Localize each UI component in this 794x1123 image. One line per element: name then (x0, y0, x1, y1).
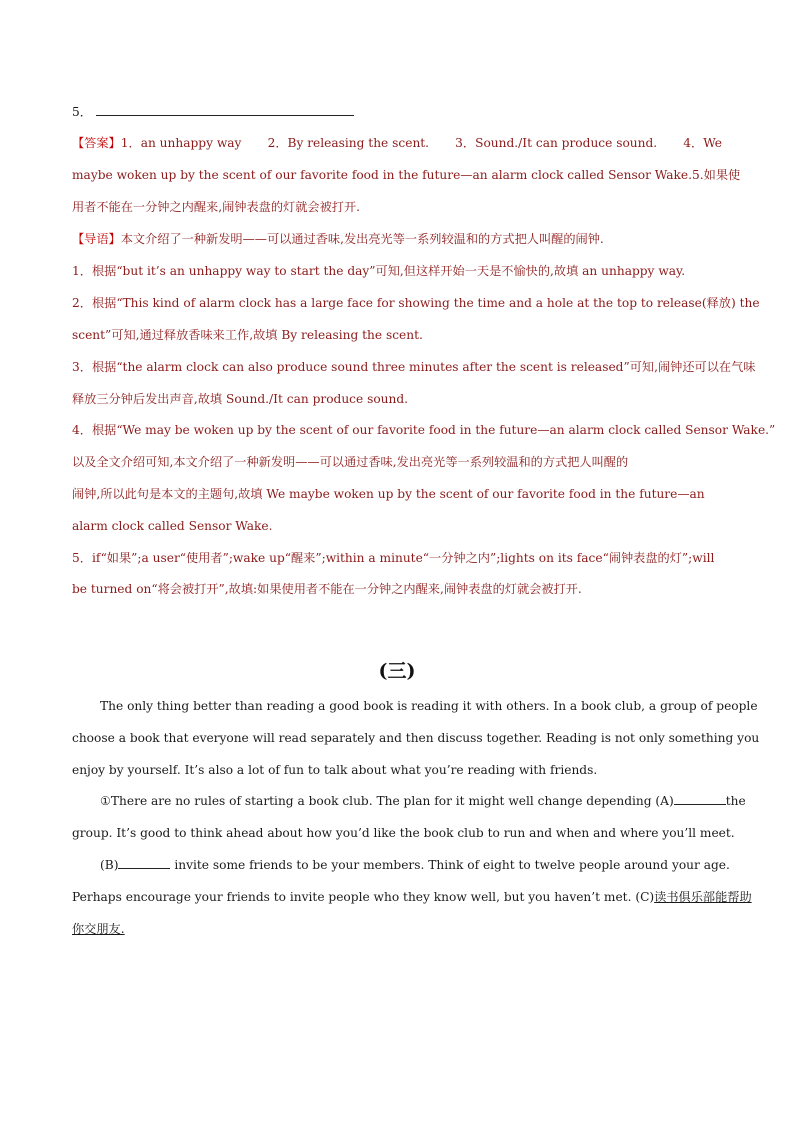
explanation-line: 释放三分钟后发出声音,故填 Sound./It can produce sound. (72, 392, 409, 406)
passage-text: (B) (100, 858, 119, 872)
guide-line (72, 231, 722, 247)
explanation-line: scent”可知,通过释放香味来工作,故填 By releasing the scent. (72, 328, 423, 342)
explanation-line: 2．根据“This kind of alarm clock has a large face for showing the time and a hole at the top to release(释放) the (72, 296, 760, 310)
blank-b[interactable] (118, 857, 170, 869)
passage-line-blank-a (100, 793, 746, 809)
explanation-line: 3．根据“the alarm clock can also produce sound three minutes after the scent is released”可知,闹钟还可以在气味 (72, 360, 756, 374)
explanation-line: 4．根据“We may be woken up by the scent of our favorite food in the future—an alarm clock called Sensor Wake.” (72, 423, 776, 437)
explanation-line: 5．if“如果”;a user“使用者”;wake up“醒来”;within a minute“一分钟之内”;lights on its face“闹钟表盘的灯”;will (72, 551, 715, 565)
passage-line-blank-b (100, 857, 730, 873)
blank-a[interactable] (674, 793, 726, 805)
explanation-line: 1．根据“but it’s an unhappy way to start the day”可知,但这样开始一天是不愉快的,故填 an unhappy way. (72, 264, 686, 278)
explanation-line: 闹钟,所以此句是本文的主题句,故填 We maybe woken up by the scent of our favorite food in the future—an (72, 487, 705, 501)
explanation-line: be turned on“将会被打开”,故填:如果使用者不能在一分钟之内醒来,闹钟表盘的灯就会被打开. (72, 582, 582, 596)
passage-text: Perhaps encourage your friends to invite people who they know well, but you haven’t met. (C) (72, 890, 655, 904)
answer-5-start: 5.如果使 (692, 168, 741, 182)
passage-line: group. It’s good to think ahead about how you’d like the book club to run and when and where you’ll meet. (72, 826, 735, 840)
answer-blank-5[interactable] (96, 103, 354, 116)
section-heading: (三) (378, 660, 416, 682)
passage-text: invite some friends to be your members. Think of eight to twelve people around your age. (174, 858, 730, 872)
passage-line: The only thing better than reading a good book is reading it with others. In a book club, a group of people (100, 699, 758, 713)
answer-4-rest: maybe woken up by the scent of our favorite food in the future—an alarm clock called Sensor Wake. (72, 168, 692, 182)
answer-4-start: 4．We (683, 136, 722, 150)
passage-text: the (725, 794, 746, 808)
question-5-label: 5． (72, 105, 92, 119)
passage-text: ①There are no rules of starting a book club. The plan for it might well change depending (A) (100, 794, 674, 808)
answer-line-3: 用者不能在一分钟之内醒来,闹钟表盘的灯就会被打开. (72, 200, 361, 214)
guide-text: 本文介绍了一种新发明——可以通过香味,发出亮光等一系列较温和的方式把人叫醒的闹钟. (120, 232, 604, 246)
guide-tag: 【导语】 (72, 232, 121, 246)
explanation-line: alarm clock called Sensor Wake. (72, 519, 273, 533)
passage-line: choose a book that everyone will read separately and then discuss together. Reading is not only something you (72, 731, 760, 745)
answer-1: 1．an unhappy way (120, 136, 242, 150)
underlined-sentence-c-end: 你交朋友. (72, 922, 125, 936)
answer-3: 3．Sound./It can produce sound. (455, 136, 658, 150)
passage-line: enjoy by yourself. It’s also a lot of fun to talk about what you’re reading with friends. (72, 763, 598, 777)
answer-line-1 (72, 135, 722, 151)
question-5 (72, 103, 722, 120)
passage-line-c-end (72, 921, 722, 937)
answer-2: 2．By releasing the scent. (267, 136, 430, 150)
passage-line-c (72, 889, 752, 905)
answer-line-2 (72, 167, 741, 183)
underlined-sentence-c: 读书俱乐部能帮助 (654, 890, 752, 904)
answer-tag: 【答案】 (72, 136, 121, 150)
explanation-line: 以及全文介绍可知,本文介绍了一种新发明——可以通过香味,发出亮光等一系列较温和的方式把人叫醒的 (72, 455, 629, 469)
